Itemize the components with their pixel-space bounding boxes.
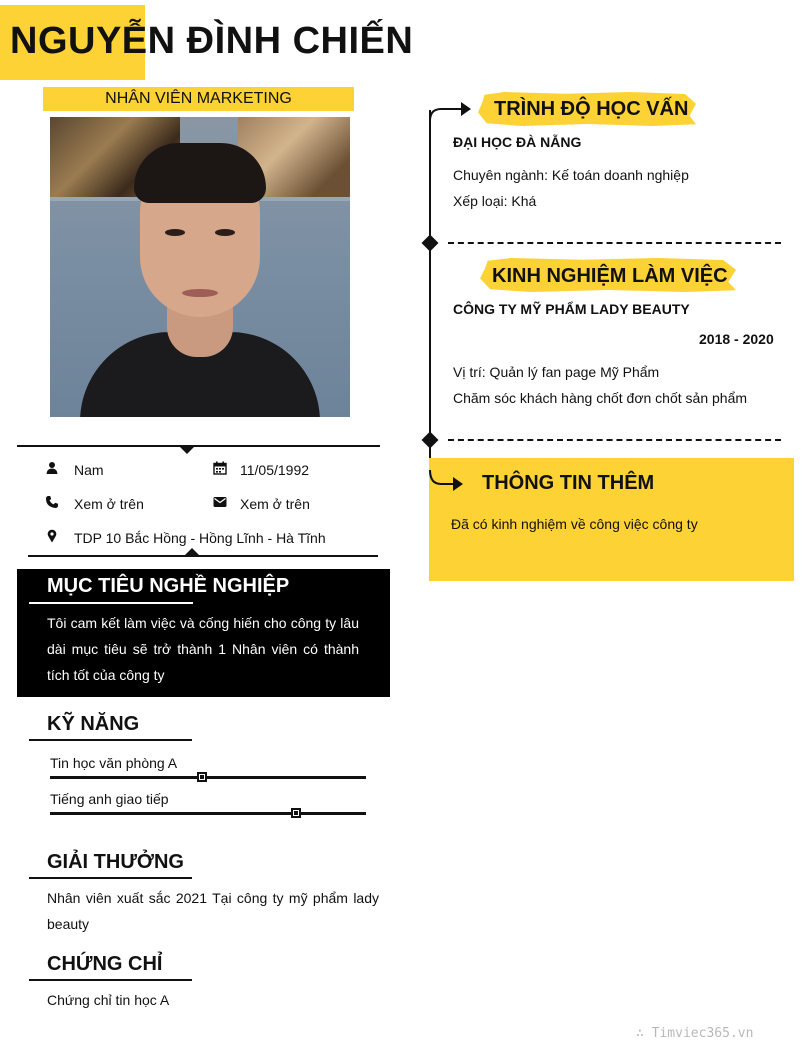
divider-arrow-down <box>179 446 195 454</box>
awards-title-underline <box>29 877 192 879</box>
education-title: TRÌNH ĐỘ HỌC VẤN <box>494 98 689 120</box>
phone-icon <box>45 495 59 509</box>
experience-position: Vị trí: Quản lý fan page Mỹ Phẩm <box>453 364 660 380</box>
contact-top-divider <box>17 445 380 447</box>
skills-title-underline <box>29 739 192 741</box>
section-divider <box>448 439 781 441</box>
map-pin-icon <box>45 529 59 543</box>
timeline-node <box>422 432 439 449</box>
education-school: ĐẠI HỌC ĐÀ NẴNG <box>453 134 582 150</box>
gender-value: Nam <box>74 462 104 478</box>
skill-name: Tin học văn phòng A <box>50 755 178 771</box>
full-name: NGUYỄN ĐÌNH CHIẾN <box>10 20 414 62</box>
phone-value[interactable]: Xem ở trên <box>74 496 144 512</box>
education-grade: Xếp loại: Khá <box>453 193 537 209</box>
arrow-right-icon <box>429 470 463 498</box>
objective-title: MỤC TIÊU NGHỀ NGHIỆP <box>47 575 290 597</box>
extra-info-text: Đã có kinh nghiệm về công việc công ty <box>451 516 698 532</box>
objective-title-underline <box>29 602 193 604</box>
skill-name: Tiếng anh giao tiếp <box>50 791 169 807</box>
certificates-text: Chứng chỉ tin học A <box>47 992 170 1008</box>
certificates-title-underline <box>29 979 192 981</box>
watermark: ∴ Timviec365.vn <box>636 1026 754 1041</box>
section-divider <box>448 242 781 244</box>
profile-photo <box>50 117 350 417</box>
contact-bottom-divider <box>28 555 378 557</box>
skill-level-marker <box>291 808 301 818</box>
certificates-title: CHỨNG CHỈ <box>47 953 163 975</box>
skill-level-track <box>50 776 366 779</box>
arrow-right-icon <box>429 100 471 122</box>
email-value[interactable]: Xem ở trên <box>240 496 310 512</box>
timeline-node <box>422 235 439 252</box>
job-title: NHÂN VIÊN MARKETING <box>43 87 354 111</box>
education-major: Chuyên ngành: Kế toán doanh nghiệp <box>453 167 689 183</box>
skills-title: KỸ NĂNG <box>47 713 140 735</box>
calendar-icon <box>213 461 227 475</box>
envelope-icon <box>213 495 227 509</box>
timeline-line <box>429 110 431 484</box>
experience-title: KINH NGHIỆM LÀM VIỆC <box>492 265 728 287</box>
extra-info-title: THÔNG TIN THÊM <box>482 472 655 494</box>
experience-company: CÔNG TY MỸ PHẨM LADY BEAUTY <box>453 301 690 317</box>
skill-level-track <box>50 812 366 815</box>
birthday-value: 11/05/1992 <box>240 462 310 478</box>
address-value: TDP 10 Bắc Hồng - Hồng Lĩnh - Hà Tĩnh <box>74 530 326 546</box>
experience-period: 2018 - 2020 <box>699 331 774 347</box>
awards-text: Nhân viên xuất sắc 2021 Tại công ty mỹ phẩm lady beauty <box>47 890 379 932</box>
objective-text: Tôi cam kết làm việc và cống hiến cho công ty lâu dài mục tiêu sẽ trở thành 1 Nhân viên có thành tích tốt của công ty <box>47 615 359 683</box>
skill-level-marker <box>197 772 207 782</box>
awards-title: GIẢI THƯỞNG <box>47 851 184 873</box>
user-icon <box>45 461 59 475</box>
experience-duty: Chăm sóc khách hàng chốt đơn chốt sản phẩm <box>453 390 748 406</box>
